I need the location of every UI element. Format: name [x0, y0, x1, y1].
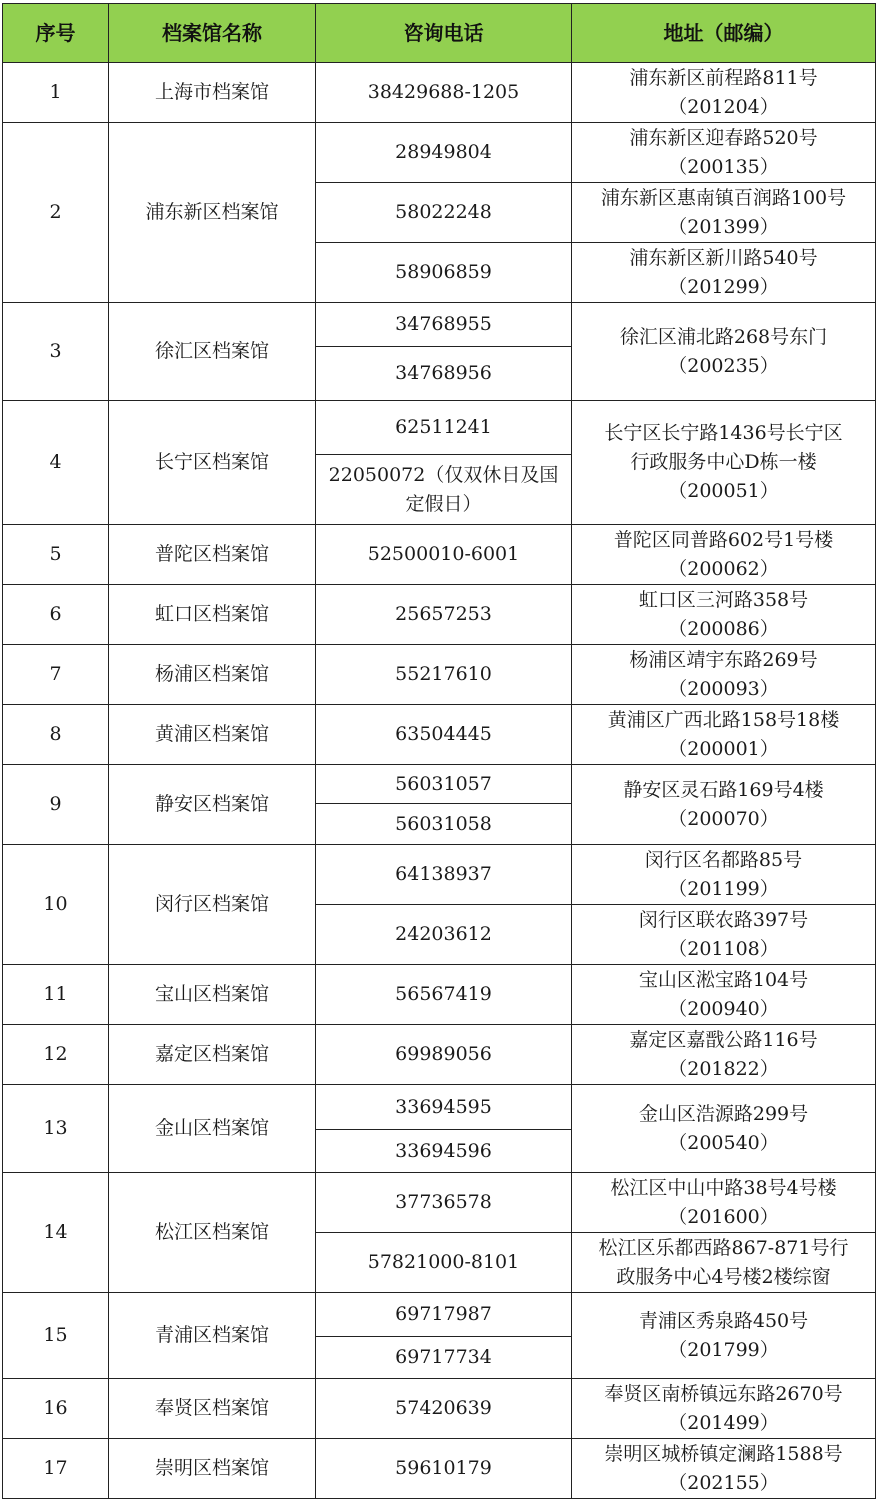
phone-cell: 55217610 — [316, 645, 572, 705]
row-number: 16 — [3, 1379, 109, 1439]
address-line: （201799） — [668, 1338, 779, 1361]
address-line: 政服务中心4号楼2楼综窗 — [616, 1265, 831, 1288]
archive-name: 上海市档案馆 — [109, 63, 316, 123]
phone-cell: 62511241 — [316, 401, 572, 455]
archive-name: 嘉定区档案馆 — [109, 1025, 316, 1085]
row-number: 17 — [3, 1439, 109, 1499]
address-cell — [572, 303, 876, 401]
table-row — [3, 1173, 876, 1233]
address-line: （200093） — [668, 677, 779, 700]
phone-cell: 56567419 — [316, 965, 572, 1025]
address-line: （201499） — [668, 1411, 779, 1434]
address-line: （201822） — [668, 1057, 779, 1080]
phone-cell: 63504445 — [316, 705, 572, 765]
table-row — [3, 1293, 876, 1337]
address-cell — [572, 1085, 876, 1173]
address-line: （201199） — [668, 877, 779, 900]
phone-cell: 38429688-1205 — [316, 63, 572, 123]
phone-cell: 69717734 — [316, 1337, 572, 1379]
address-line: （200051） — [668, 480, 779, 502]
phone-cell: 25657253 — [316, 585, 572, 645]
address-line: （200086） — [668, 617, 779, 640]
table-row — [3, 401, 876, 455]
address-cell — [572, 1173, 876, 1233]
archive-name: 宝山区档案馆 — [109, 965, 316, 1025]
phone-cell: 58022248 — [316, 183, 572, 243]
address-line: 松江区乐都西路867-871号行 — [598, 1236, 849, 1259]
table-body — [3, 63, 876, 1499]
archive-name: 金山区档案馆 — [109, 1085, 316, 1173]
row-number: 13 — [3, 1085, 109, 1173]
address-line: 闵行区名都路85号 — [644, 848, 803, 871]
row-number: 2 — [3, 123, 109, 303]
header-no: 序号 — [3, 4, 109, 63]
header-phone: 咨询电话 — [316, 4, 572, 63]
row-number: 4 — [3, 401, 109, 525]
table-row — [3, 1379, 876, 1439]
address-line: 虹口区三河路358号 — [638, 588, 809, 611]
phone-cell: 57821000-8101 — [316, 1233, 572, 1293]
address-line: 静安区灵石路169号4楼 — [623, 778, 824, 801]
address-line: 宝山区淞宝路104号 — [638, 968, 809, 991]
phone-cell: 24203612 — [316, 905, 572, 965]
table-row — [3, 1085, 876, 1130]
address-line: （200062） — [668, 557, 779, 580]
row-number: 6 — [3, 585, 109, 645]
phone-cell: 64138937 — [316, 845, 572, 905]
phone-cell: 58906859 — [316, 243, 572, 303]
row-number: 10 — [3, 845, 109, 965]
address-line: （200001） — [668, 737, 779, 760]
table-row — [3, 965, 876, 1025]
archives-table — [2, 3, 876, 1499]
header-name: 档案馆名称 — [109, 4, 316, 63]
row-number: 14 — [3, 1173, 109, 1293]
archive-name: 长宁区档案馆 — [109, 401, 316, 525]
phone-cell: 22050072（仅双休日及国定假日） — [316, 455, 572, 525]
address-cell — [572, 1293, 876, 1379]
header-row — [3, 4, 876, 63]
address-cell — [572, 965, 876, 1025]
phone-cell: 59610179 — [316, 1439, 572, 1499]
archive-name: 浦东新区档案馆 — [109, 123, 316, 303]
phone-cell: 52500010-6001 — [316, 525, 572, 585]
address-line: 闵行区联农路397号 — [638, 908, 809, 931]
address-line: 奉贤区南桥镇远东路2670号 — [604, 1382, 843, 1405]
archive-name: 崇明区档案馆 — [109, 1439, 316, 1499]
address-cell — [572, 765, 876, 845]
address-line: （200135） — [668, 155, 779, 178]
address-line: 徐汇区浦北路268号东门 — [619, 325, 828, 348]
address-line: （201299） — [668, 275, 779, 298]
address-line: 长宁区长宁路1436号长宁区 — [604, 422, 843, 444]
phone-cell: 34768956 — [316, 347, 572, 401]
address-cell — [572, 905, 876, 965]
address-cell — [572, 645, 876, 705]
address-cell — [572, 525, 876, 585]
table-row — [3, 123, 876, 183]
table-row — [3, 525, 876, 585]
address-line: （202155） — [668, 1471, 779, 1494]
phone-cell: 57420639 — [316, 1379, 572, 1439]
row-number: 3 — [3, 303, 109, 401]
phone-cell: 34768955 — [316, 303, 572, 347]
address-cell — [572, 123, 876, 183]
address-cell — [572, 1233, 876, 1293]
archive-name: 闵行区档案馆 — [109, 845, 316, 965]
table-row — [3, 1439, 876, 1499]
table-row — [3, 1025, 876, 1085]
address-line: 浦东新区新川路540号 — [629, 246, 818, 269]
phone-cell: 69717987 — [316, 1293, 572, 1337]
phone-cell: 28949804 — [316, 123, 572, 183]
address-cell — [572, 1439, 876, 1499]
address-line: （200070） — [668, 807, 779, 830]
address-line: 黄浦区广西北路158号18楼 — [607, 708, 840, 731]
row-number: 12 — [3, 1025, 109, 1085]
address-line: 普陀区同普路602号1号楼 — [613, 528, 834, 551]
archive-name: 杨浦区档案馆 — [109, 645, 316, 705]
archive-name: 徐汇区档案馆 — [109, 303, 316, 401]
address-line: 浦东新区前程路811号 — [629, 66, 818, 89]
address-line: 崇明区城桥镇定澜路1588号 — [604, 1442, 843, 1465]
row-number: 5 — [3, 525, 109, 585]
header-address: 地址（邮编） — [572, 4, 876, 63]
table-row — [3, 645, 876, 705]
address-line: 浦东新区迎春路520号 — [629, 126, 818, 149]
address-line: 金山区浩源路299号 — [638, 1102, 809, 1125]
archive-name: 松江区档案馆 — [109, 1173, 316, 1293]
address-line: （200940） — [668, 997, 779, 1020]
table-row — [3, 303, 876, 347]
table-row — [3, 585, 876, 645]
row-number: 7 — [3, 645, 109, 705]
row-number: 1 — [3, 63, 109, 123]
address-cell — [572, 845, 876, 905]
address-line: （201399） — [668, 215, 779, 238]
table-row — [3, 845, 876, 905]
address-line: 行政服务中心D栋一楼 — [630, 451, 817, 473]
address-cell — [572, 401, 876, 525]
address-cell — [572, 243, 876, 303]
row-number: 9 — [3, 765, 109, 845]
address-cell — [572, 585, 876, 645]
address-line: 杨浦区靖宇东路269号 — [629, 648, 818, 671]
phone-cell: 56031057 — [316, 765, 572, 804]
archive-name: 虹口区档案馆 — [109, 585, 316, 645]
phone-cell: 37736578 — [316, 1173, 572, 1233]
archive-name: 普陀区档案馆 — [109, 525, 316, 585]
phone-cell: 33694596 — [316, 1130, 572, 1173]
address-cell — [572, 63, 876, 123]
row-number: 8 — [3, 705, 109, 765]
table-row — [3, 63, 876, 123]
address-cell — [572, 705, 876, 765]
phone-cell: 69989056 — [316, 1025, 572, 1085]
archive-name: 静安区档案馆 — [109, 765, 316, 845]
address-cell — [572, 1379, 876, 1439]
address-line: （201600） — [668, 1205, 779, 1228]
archive-name: 青浦区档案馆 — [109, 1293, 316, 1379]
table-row — [3, 765, 876, 804]
archive-name: 黄浦区档案馆 — [109, 705, 316, 765]
address-line: （200235） — [668, 354, 779, 377]
address-line: 嘉定区嘉戬公路116号 — [629, 1028, 818, 1051]
address-line: （201204） — [668, 95, 779, 118]
phone-cell: 56031058 — [316, 804, 572, 845]
address-cell — [572, 1025, 876, 1085]
address-line: （200540） — [668, 1131, 779, 1154]
archive-name: 奉贤区档案馆 — [109, 1379, 316, 1439]
row-number: 11 — [3, 965, 109, 1025]
address-cell — [572, 183, 876, 243]
address-line: （201108） — [668, 937, 779, 960]
table-row — [3, 705, 876, 765]
row-number: 15 — [3, 1293, 109, 1379]
address-line: 青浦区秀泉路450号 — [638, 1309, 809, 1332]
address-line: 浦东新区惠南镇百润路100号 — [600, 186, 847, 209]
address-line: 松江区中山中路38号4号楼 — [610, 1176, 837, 1199]
phone-cell: 33694595 — [316, 1085, 572, 1130]
